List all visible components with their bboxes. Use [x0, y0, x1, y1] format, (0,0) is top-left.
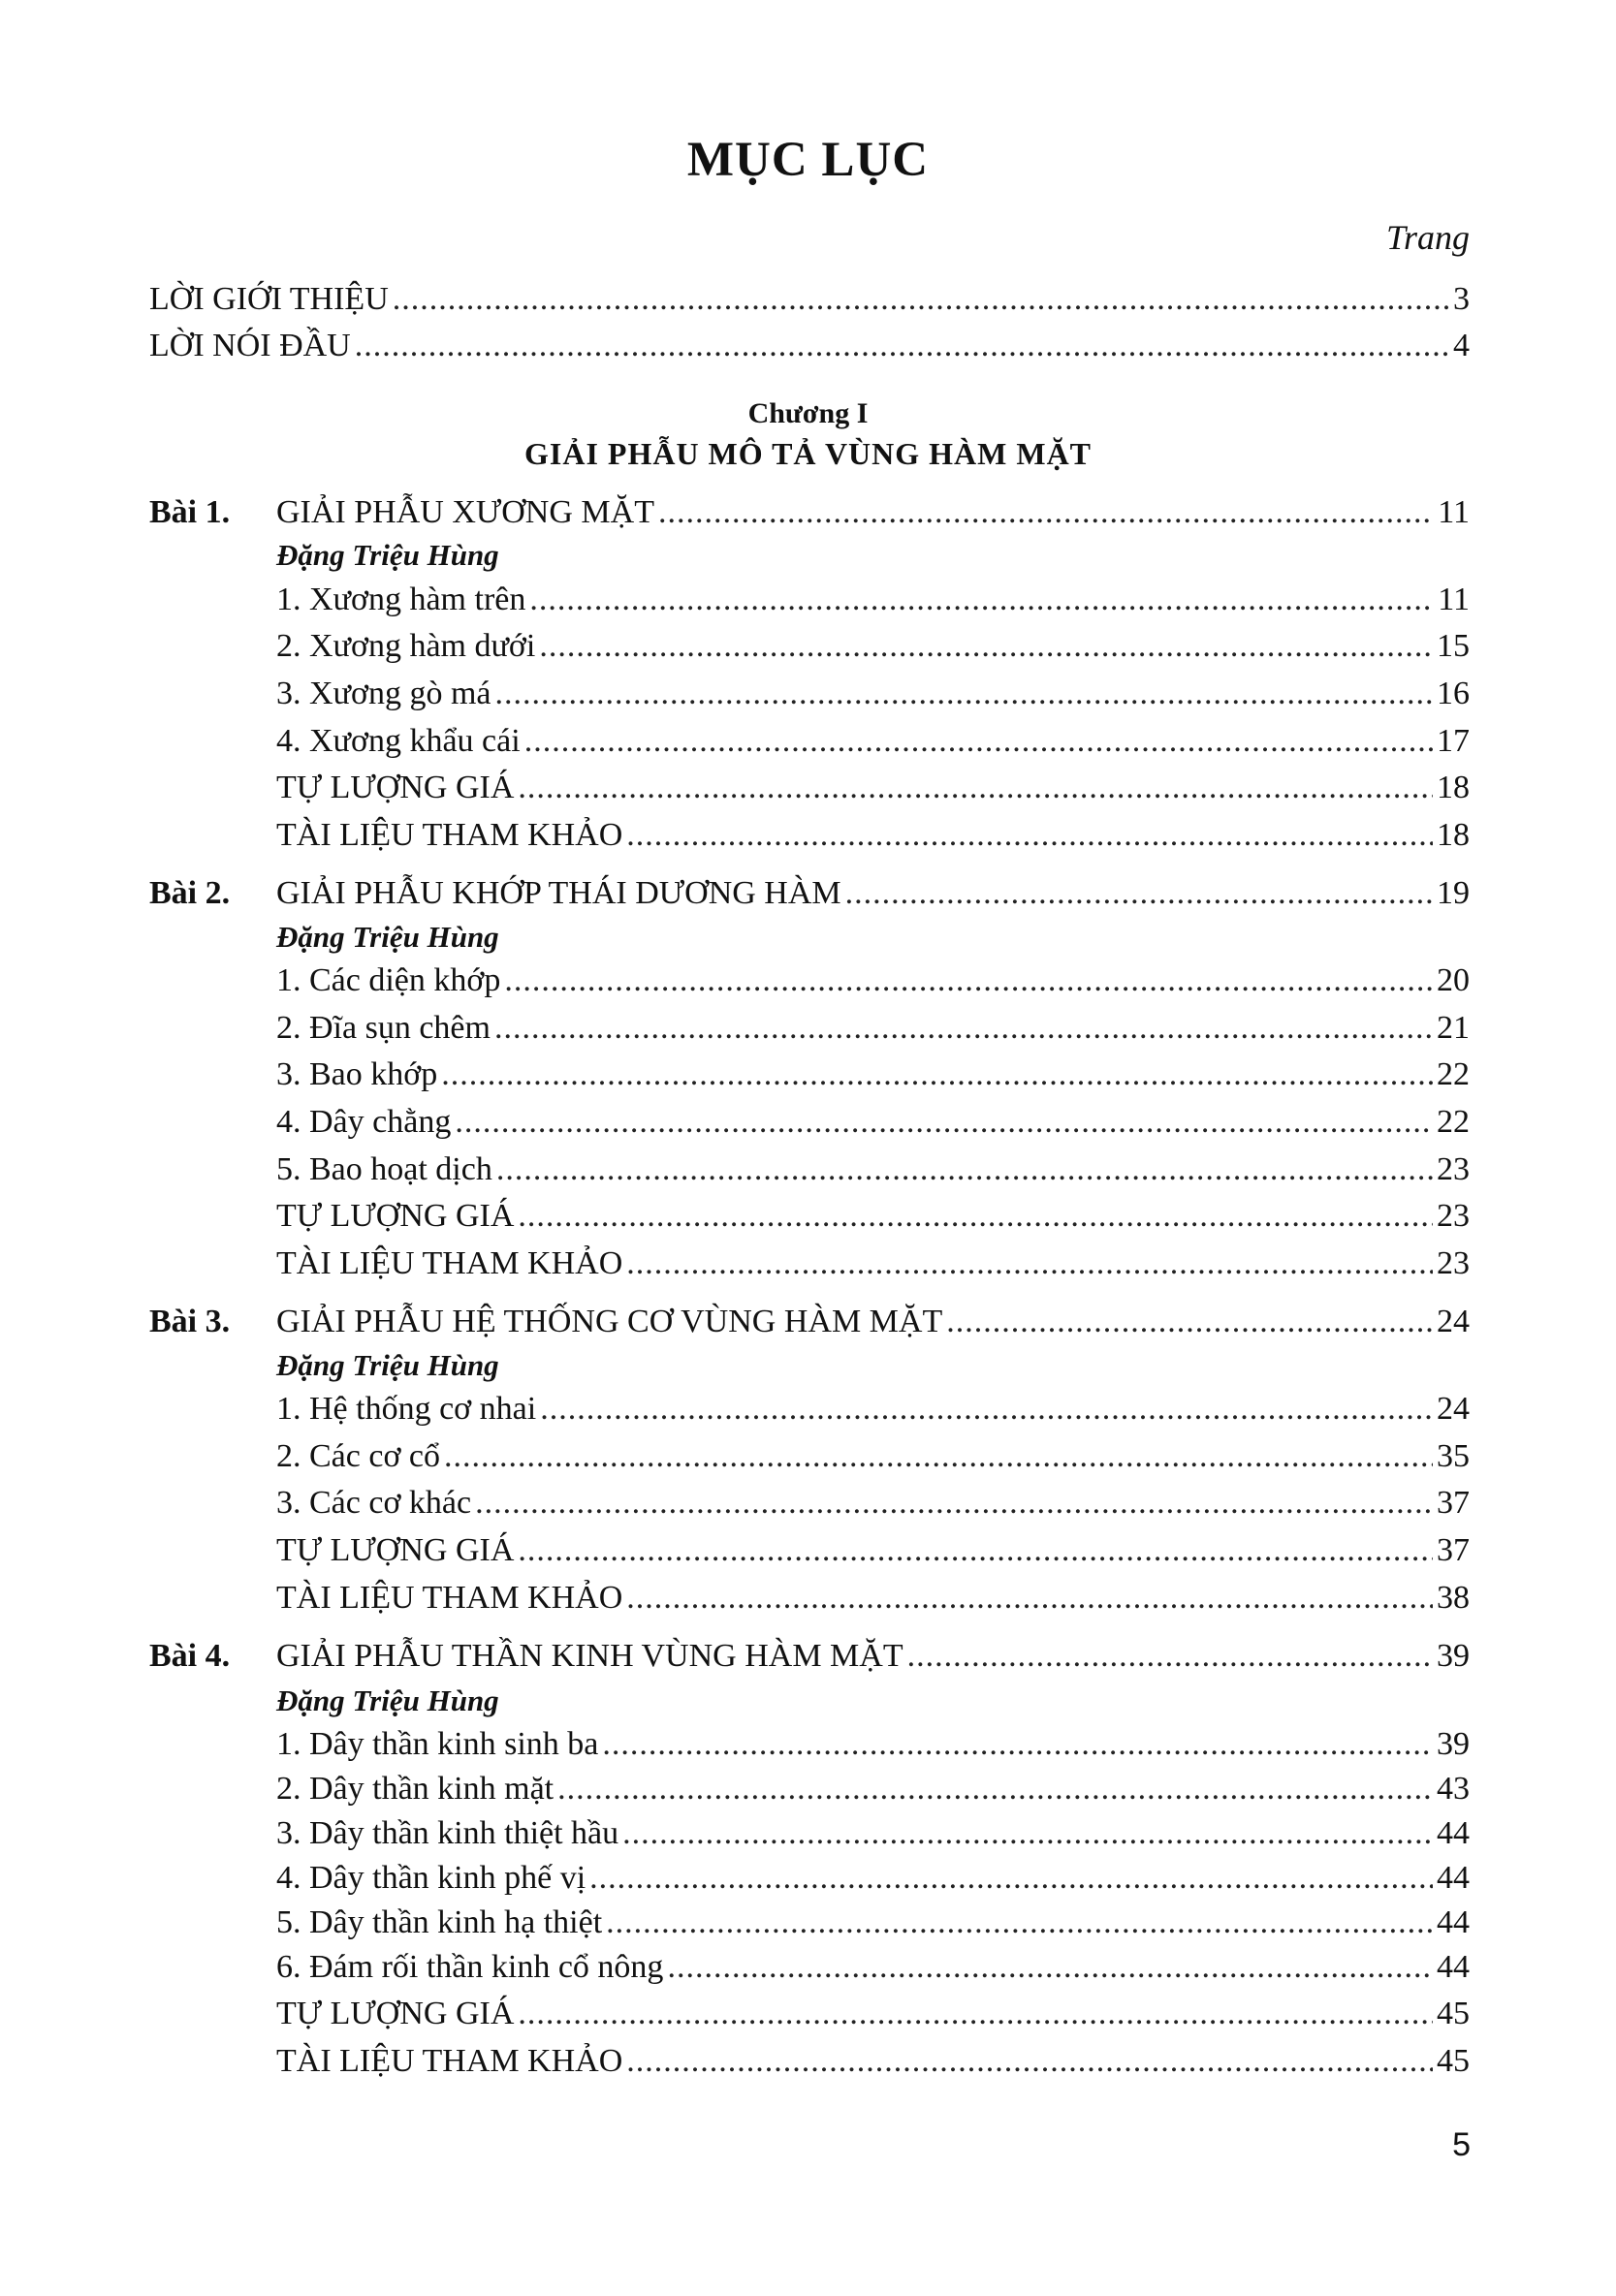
toc-page-number: 18 [1437, 817, 1470, 853]
toc-label: 3. Các cơ khác [276, 1485, 472, 1521]
dot-leader [845, 875, 1433, 912]
lesson-row[interactable] [149, 494, 1470, 531]
toc-page-number: 23 [1437, 1198, 1470, 1234]
toc-entry[interactable] [276, 1151, 1470, 1188]
toc-entry[interactable] [276, 582, 1470, 618]
toc-entry[interactable] [276, 1245, 1470, 1282]
toc-page-number: 22 [1437, 1104, 1470, 1140]
toc-page-number: 45 [1437, 2043, 1470, 2079]
toc-label: TÀI LIỆU THAM KHẢO [276, 2043, 623, 2079]
toc-page-number: 24 [1437, 1391, 1470, 1427]
toc-label: LỜI NÓI ĐẦU [149, 328, 351, 363]
dot-leader [622, 1815, 1433, 1852]
toc-page-number: 44 [1437, 1860, 1470, 1896]
toc-page-number: 39 [1437, 1726, 1470, 1762]
dot-leader [606, 1904, 1433, 1941]
toc-page-number: 11 [1438, 582, 1470, 617]
toc-page-number: 4 [1453, 328, 1470, 363]
toc-label: 2. Đĩa sụn chêm [276, 1010, 491, 1046]
lesson-number: Bài 2. [149, 875, 231, 911]
toc-page-number: 11 [1438, 494, 1470, 530]
toc-label: TÀI LIỆU THAM KHẢO [276, 817, 623, 853]
toc-label: 1. Xương hàm trên [276, 582, 526, 617]
toc-entry[interactable] [276, 1104, 1470, 1141]
toc-entry[interactable] [276, 628, 1470, 665]
dot-leader [626, 817, 1433, 854]
toc-entry[interactable] [276, 1485, 1470, 1522]
lesson-title: GIẢI PHẪU THẦN KINH VÙNG HÀM MẶT [276, 1638, 903, 1674]
toc-label: 2. Dây thần kinh mặt [276, 1771, 555, 1807]
dot-leader [504, 962, 1433, 999]
toc-intro-row[interactable] [149, 328, 1470, 364]
page-number: 5 [1452, 2126, 1471, 2163]
toc-entry[interactable] [276, 1010, 1470, 1047]
page-title: MỤC LỤC [686, 133, 930, 187]
toc-entry[interactable] [276, 1532, 1470, 1569]
lesson-author: Đặng Triệu Hùng [276, 920, 499, 954]
toc-label: TỰ LƯỢNG GIÁ [276, 1532, 515, 1568]
dot-leader [602, 1726, 1433, 1763]
toc-label: 6. Đám rối thần kinh cổ nông [276, 1949, 664, 1985]
toc-entry[interactable] [276, 1198, 1470, 1235]
lesson-number: Bài 1. [149, 494, 231, 530]
toc-page-number: 38 [1437, 1580, 1470, 1616]
toc-page-number: 22 [1437, 1056, 1470, 1092]
toc-entry[interactable] [276, 676, 1470, 712]
dot-leader [540, 1391, 1433, 1428]
toc-page-number: 18 [1437, 770, 1470, 805]
toc-entry[interactable] [276, 1949, 1470, 1986]
toc-label: 3. Xương gò má [276, 676, 491, 711]
dot-leader [475, 1485, 1433, 1522]
lesson-author: Đặng Triệu Hùng [276, 1348, 499, 1382]
toc-label: 5. Bao hoạt dịch [276, 1151, 492, 1187]
dot-leader [529, 582, 1434, 618]
lesson-number: Bài 3. [149, 1304, 231, 1339]
lesson-title: GIẢI PHẪU HỆ THỐNG CƠ VÙNG HÀM MẶT [276, 1304, 943, 1339]
toc-page-number: 44 [1437, 1904, 1470, 1940]
toc-entry[interactable] [276, 817, 1470, 854]
dot-leader [907, 1638, 1433, 1675]
toc-page-number: 44 [1437, 1815, 1470, 1851]
toc-page-number: 21 [1437, 1010, 1470, 1046]
toc-label: 1. Các diện khớp [276, 962, 501, 998]
dot-leader [496, 1151, 1433, 1188]
toc-label: TỰ LƯỢNG GIÁ [276, 1198, 515, 1234]
page-column-label: Trang [1385, 218, 1470, 257]
toc-entry[interactable] [276, 1580, 1470, 1617]
toc-entry[interactable] [276, 1056, 1470, 1093]
dot-leader [518, 1532, 1433, 1569]
toc-page-number: 37 [1437, 1532, 1470, 1568]
dot-leader [946, 1304, 1433, 1340]
dot-leader [626, 1580, 1433, 1617]
toc-label: 1. Dây thần kinh sinh ba [276, 1726, 599, 1762]
toc-page-number: 45 [1437, 1996, 1470, 2031]
toc-label: TỰ LƯỢNG GIÁ [276, 770, 515, 805]
lesson-title: GIẢI PHẪU XƯƠNG MẶT [276, 494, 654, 530]
dot-leader [518, 1198, 1433, 1235]
dot-leader [518, 1996, 1433, 2032]
toc-page-number: 23 [1437, 1151, 1470, 1187]
toc-label: 3. Bao khớp [276, 1056, 438, 1092]
toc-page-number: 15 [1437, 628, 1470, 664]
dot-leader [667, 1949, 1433, 1986]
toc-entry[interactable] [276, 1904, 1470, 1941]
toc-page-number: 19 [1437, 875, 1470, 911]
toc-page-number: 44 [1437, 1949, 1470, 1985]
toc-entry[interactable] [276, 1860, 1470, 1897]
toc-entry[interactable] [276, 1438, 1470, 1475]
dot-leader [589, 1860, 1433, 1897]
chapter-label: Chương I [747, 397, 869, 429]
lesson-number: Bài 4. [149, 1638, 231, 1674]
chapter-title: GIẢI PHẪU MÔ TẢ VÙNG HÀM MẶT [523, 436, 1093, 471]
dot-leader [455, 1104, 1433, 1141]
dot-leader [441, 1056, 1433, 1093]
lesson-row[interactable] [149, 1304, 1470, 1340]
toc-label: 4. Dây chằng [276, 1104, 452, 1140]
dot-leader [524, 723, 1433, 760]
dot-leader [444, 1438, 1433, 1475]
toc-label: 3. Dây thần kinh thiệt hầu [276, 1815, 619, 1851]
toc-page-number: 35 [1437, 1438, 1470, 1474]
toc-entry[interactable] [276, 962, 1470, 999]
toc-entry[interactable] [276, 1726, 1470, 1763]
toc-page-number: 43 [1437, 1771, 1470, 1807]
toc-entry[interactable] [276, 1815, 1470, 1852]
toc-page-number: 39 [1437, 1638, 1470, 1674]
dot-leader [355, 328, 1449, 364]
dot-leader [626, 1245, 1433, 1282]
dot-leader [393, 281, 1449, 318]
toc-label: 4. Dây thần kinh phế vị [276, 1860, 586, 1896]
lesson-author: Đặng Triệu Hùng [276, 1683, 499, 1717]
dot-leader [495, 676, 1434, 712]
lesson-author: Đặng Triệu Hùng [276, 538, 499, 572]
toc-intro-row[interactable] [149, 281, 1470, 318]
toc-label: 4. Xương khẩu cái [276, 723, 521, 759]
toc-entry[interactable] [276, 770, 1470, 806]
toc-label: 5. Dây thần kinh hạ thiệt [276, 1904, 603, 1940]
dot-leader [626, 2043, 1433, 2080]
lesson-row[interactable] [149, 875, 1470, 912]
toc-entry[interactable] [276, 2043, 1470, 2080]
toc-label: LỜI GIỚI THIỆU [149, 281, 389, 317]
toc-label: TỰ LƯỢNG GIÁ [276, 1996, 515, 2031]
dot-leader [557, 1771, 1433, 1808]
toc-page-number: 20 [1437, 962, 1470, 998]
toc-page-number: 17 [1437, 723, 1470, 759]
dot-leader [518, 770, 1433, 806]
toc-page-number: 23 [1437, 1245, 1470, 1281]
toc-label: 2. Xương hàm dưới [276, 628, 536, 664]
toc-page-number: 37 [1437, 1485, 1470, 1521]
toc-entry[interactable] [276, 1391, 1470, 1428]
toc-label: TÀI LIỆU THAM KHẢO [276, 1580, 623, 1616]
toc-page-number: 24 [1437, 1304, 1470, 1339]
dot-leader [658, 494, 1434, 531]
toc-label: 1. Hệ thống cơ nhai [276, 1391, 537, 1427]
toc-entry[interactable] [276, 1996, 1470, 2032]
toc-page-number: 16 [1437, 676, 1470, 711]
lesson-row[interactable] [149, 1638, 1470, 1675]
dot-leader [539, 628, 1433, 665]
dot-leader [494, 1010, 1433, 1047]
toc-page-number: 3 [1453, 281, 1470, 317]
toc-label: 2. Các cơ cổ [276, 1438, 441, 1474]
toc-entry[interactable] [276, 1771, 1470, 1808]
toc-label: TÀI LIỆU THAM KHẢO [276, 1245, 623, 1281]
lesson-title: GIẢI PHẪU KHỚP THÁI DƯƠNG HÀM [276, 875, 841, 911]
toc-entry[interactable] [276, 723, 1470, 760]
